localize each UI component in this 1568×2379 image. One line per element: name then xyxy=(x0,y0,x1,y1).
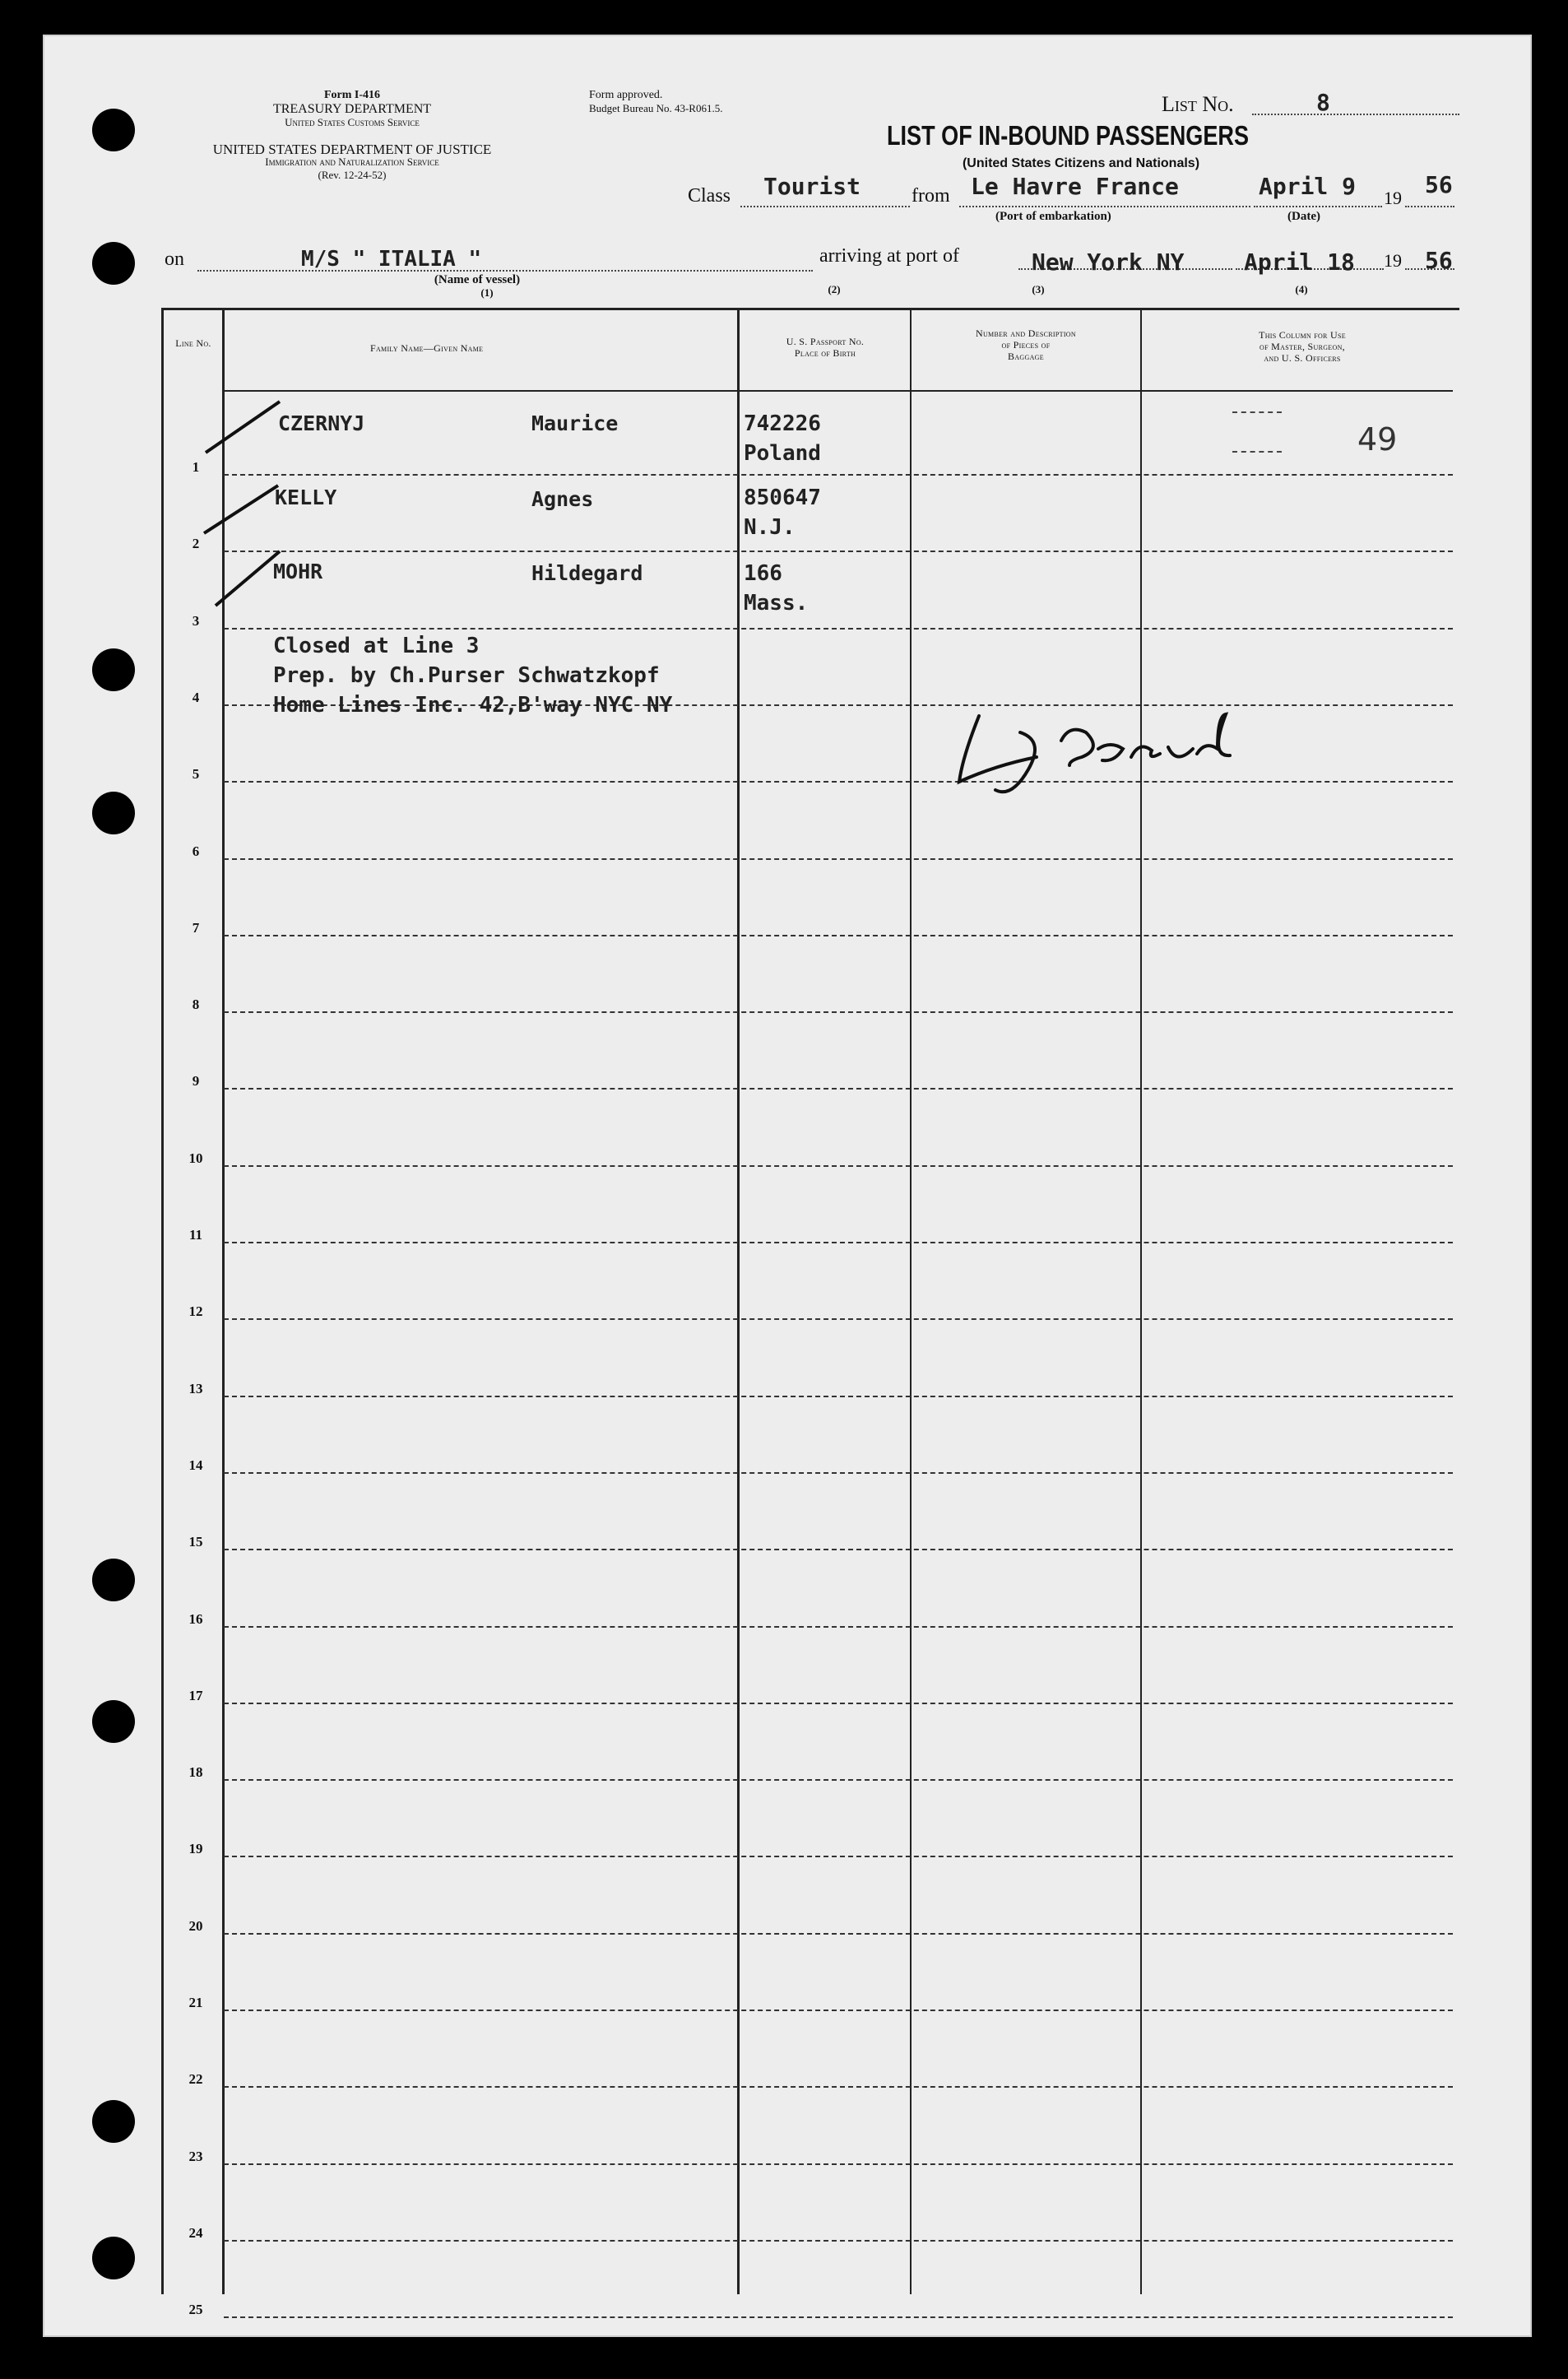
punch-hole xyxy=(92,2237,135,2279)
embark-year: 56 xyxy=(1425,171,1453,198)
passenger-2-birth: N.J. xyxy=(744,515,796,540)
class-label: Class xyxy=(688,185,731,207)
table-top-rule xyxy=(161,308,1459,310)
check-mark-1 xyxy=(206,402,280,453)
class-value: Tourist xyxy=(763,173,861,200)
row-rule xyxy=(224,1011,1453,1013)
check-mark-2 xyxy=(204,486,278,533)
punch-hole xyxy=(92,109,135,151)
arrival-date: April 18 xyxy=(1244,249,1355,276)
line-number-text: 16 xyxy=(188,1611,203,1627)
row-rule xyxy=(224,1703,1453,1704)
table-left-rule xyxy=(161,308,164,2294)
arriving-label: arriving at port of xyxy=(819,245,959,267)
customs-service: United States Customs Service xyxy=(285,116,420,128)
row-rule xyxy=(224,1318,1453,1320)
row-rule xyxy=(224,935,1453,936)
row-rule xyxy=(224,1242,1453,1243)
prepared-note: Prep. by Ch.Purser Schwatzkopf xyxy=(273,663,660,688)
punch-hole xyxy=(92,1559,135,1601)
name-col-rule xyxy=(737,308,740,2294)
line-number-text: 19 xyxy=(188,1841,203,1856)
passenger-2-family: KELLY xyxy=(275,486,337,509)
embark-date: April 9 xyxy=(1259,173,1357,200)
from-label: from xyxy=(912,185,950,207)
line-number-text: 6 xyxy=(192,843,200,859)
passenger-3-family: MOHR xyxy=(273,560,323,583)
row-rule xyxy=(224,1396,1453,1397)
vessel-name: M/S " ITALIA " xyxy=(301,247,482,272)
line-number-text: 23 xyxy=(188,2149,203,2164)
col-header-line-no: Line No. xyxy=(175,337,211,349)
revision: (Rev. 12-24-52) xyxy=(318,169,387,181)
col-header-baggage-2: of Pieces of xyxy=(1001,339,1051,351)
line-number-text: 15 xyxy=(188,1534,203,1550)
line-number-text: 22 xyxy=(188,2071,203,2087)
manifest-page xyxy=(43,35,1532,2337)
closed-note: Closed at Line 3 xyxy=(273,634,480,658)
form-approved: Form approved. xyxy=(589,89,663,101)
col-header-officer-1: This Column for Use xyxy=(1259,329,1346,341)
passenger-2-given: Agnes xyxy=(531,487,594,511)
officer-signature xyxy=(946,708,1259,806)
budget-bureau: Budget Bureau No. 43-R061.5. xyxy=(589,102,723,114)
col-header-officer-2: of Master, Surgeon, xyxy=(1260,341,1345,352)
row-rule xyxy=(224,1933,1453,1935)
col-header-baggage-1: Number and Description xyxy=(976,328,1076,339)
line-number-text: 1 xyxy=(192,459,200,475)
line-number-text: 20 xyxy=(188,1918,203,1934)
col-header-passport-1: U. S. Passport No. xyxy=(786,336,865,347)
passport-col-rule xyxy=(910,308,912,2294)
header-bottom-rule xyxy=(222,390,1453,392)
passenger-3-given: Hildegard xyxy=(531,561,643,585)
embark-caption: (Port of embarkation) xyxy=(995,210,1111,223)
arrival-port: New York NY xyxy=(1032,249,1185,276)
line-number-text: 3 xyxy=(192,613,200,629)
passenger-2-passport: 850647 xyxy=(744,486,821,510)
check-marks xyxy=(197,395,296,625)
line-number-text: 10 xyxy=(188,1150,203,1166)
passenger-3-birth: Mass. xyxy=(744,591,809,616)
row-rule xyxy=(224,1779,1453,1781)
col-num-3: (3) xyxy=(1032,283,1045,295)
company-note: Home Lines Inc. 42,B'way NYC NY xyxy=(273,693,673,718)
date-caption: (Date) xyxy=(1287,210,1320,223)
on-label: on xyxy=(165,249,184,270)
passenger-1-birth: Poland xyxy=(744,441,821,466)
row-rule xyxy=(224,1472,1453,1474)
page-subtitle: (United States Citizens and Nationals) xyxy=(962,156,1200,170)
ins-service: Immigration and Naturalization Service xyxy=(265,156,439,168)
row-rule xyxy=(224,2086,1453,2088)
row-rule xyxy=(224,551,1453,552)
list-no-underline xyxy=(1252,114,1459,115)
line-number-text: 18 xyxy=(188,1764,203,1780)
check-mark-3 xyxy=(216,551,280,606)
officer-marks xyxy=(1232,411,1282,453)
punch-hole xyxy=(92,792,135,834)
line-number-text: 14 xyxy=(188,1457,203,1473)
year-underline xyxy=(1405,206,1454,207)
col-num-2: (2) xyxy=(828,283,841,295)
vessel-caption: (Name of vessel) xyxy=(434,273,521,286)
justice-dept: UNITED STATES DEPARTMENT OF JUSTICE xyxy=(212,142,492,157)
list-no-value: 8 xyxy=(1316,89,1330,116)
passenger-1-given: Maurice xyxy=(531,411,619,435)
list-no-label: List No. xyxy=(1162,92,1234,116)
row-rule xyxy=(224,2316,1453,2318)
row-rule xyxy=(224,858,1453,860)
row-rule xyxy=(224,2240,1453,2242)
baggage-col-rule xyxy=(1140,308,1142,2294)
line-number-text: 24 xyxy=(188,2225,203,2241)
row-rule xyxy=(224,474,1453,476)
line-number-text: 8 xyxy=(192,997,200,1012)
year-prefix: 19 xyxy=(1384,188,1402,208)
vessel-underline xyxy=(197,270,813,272)
punch-hole xyxy=(92,648,135,691)
punch-hole xyxy=(92,242,135,285)
row-rule xyxy=(224,1856,1453,1857)
line-number-text: 5 xyxy=(192,766,200,782)
col-header-baggage-3: Baggage xyxy=(1008,351,1044,362)
line-number-text: 4 xyxy=(192,690,200,705)
row-rule xyxy=(224,1088,1453,1090)
arrival-year-prefix: 19 xyxy=(1384,250,1402,271)
line-number-text: 21 xyxy=(188,1995,203,2010)
col-header-officer-3: and U. S. Officers xyxy=(1264,352,1341,364)
passenger-1-passport: 742226 xyxy=(744,411,821,436)
embark-value: Le Havre France xyxy=(971,173,1179,200)
punch-hole xyxy=(92,1700,135,1743)
form-number: Form I-416 xyxy=(323,89,381,101)
line-number-text: 2 xyxy=(192,536,200,551)
row-rule xyxy=(224,628,1453,630)
class-underline xyxy=(740,206,910,207)
row-rule xyxy=(224,1626,1453,1628)
line-number-text: 7 xyxy=(192,920,200,936)
line-number-text: 17 xyxy=(188,1688,203,1703)
line-number-text: 11 xyxy=(188,1227,203,1243)
passenger-1-family: CZERNYJ xyxy=(278,411,365,435)
line-number-text: 13 xyxy=(188,1381,203,1396)
col-header-name: Family Name—Given Name xyxy=(370,342,484,354)
row-rule xyxy=(224,1549,1453,1550)
row-rule xyxy=(224,2163,1453,2165)
officer-note: 49 xyxy=(1357,421,1398,458)
page-title: LIST OF IN-BOUND PASSENGERS xyxy=(886,120,1250,151)
col-num-4: (4) xyxy=(1295,283,1308,295)
col-header-passport-2: Place of Birth xyxy=(794,347,856,359)
embark-underline xyxy=(959,206,1250,207)
row-rule xyxy=(224,781,1453,783)
row-rule xyxy=(224,2010,1453,2011)
line-number-text: 9 xyxy=(192,1073,200,1089)
line-number-text: 12 xyxy=(188,1303,203,1319)
arrival-year: 56 xyxy=(1425,247,1453,274)
treasury-dept: TREASURY DEPARTMENT xyxy=(272,102,432,116)
vessel-number: (1) xyxy=(480,286,494,299)
punch-hole xyxy=(92,2100,135,2143)
row-rule xyxy=(224,1165,1453,1167)
passenger-3-passport: 166 xyxy=(744,561,782,586)
line-number-text: 25 xyxy=(188,2302,203,2317)
date-underline xyxy=(1254,206,1382,207)
